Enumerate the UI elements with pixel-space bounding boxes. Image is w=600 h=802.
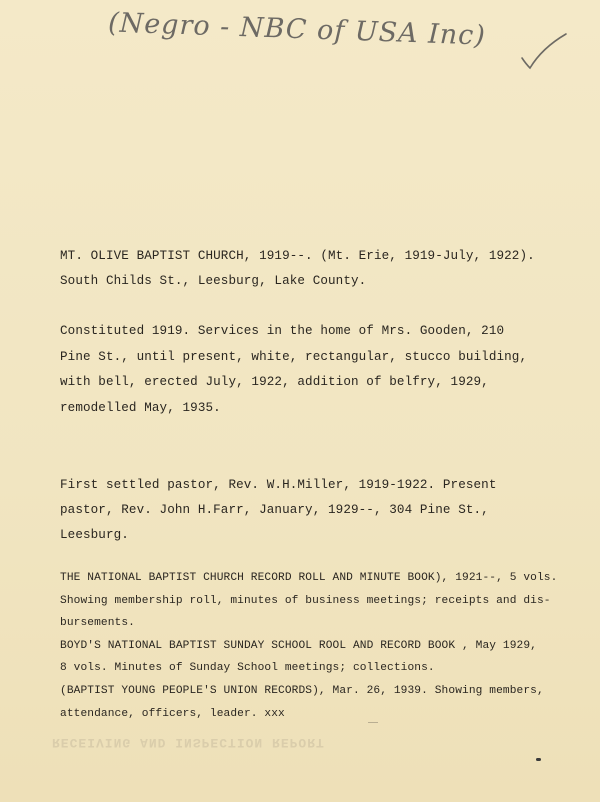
records-line: (BAPTIST YOUNG PEOPLE'S UNION RECORDS), Mar. 26, 1939. Showing members, — [60, 684, 544, 697]
ink-dot — [536, 758, 541, 761]
pastors-line: pastor, Rev. John H.Farr, January, 1929--, 304 Pine St., — [60, 503, 489, 517]
records-line: 8 vols. Minutes of Sunday School meetings; collections. — [60, 662, 435, 675]
history-line: remodelled May, 1935. — [60, 400, 221, 415]
heading-line: South Childs St., Leesburg, Lake County. — [60, 274, 367, 288]
history-line: with bell, erected July, 1922, addition of belfry, 1929, — [60, 375, 489, 389]
entry-heading — [60, 244, 535, 294]
records-line: attendance, officers, leader. xxx — [60, 707, 285, 720]
history-line: Constituted 1919. Services in the home of Mrs. Gooden, 210 — [60, 324, 505, 338]
entry-records — [60, 567, 557, 725]
entry-history — [60, 319, 527, 421]
heading-line: MT. OLIVE BAPTIST CHURCH, 1919--. (Mt. Erie, 1919-July, 1922). — [60, 249, 535, 263]
pastors-line: First settled pastor, Rev. W.H.Miller, 1919-1922. Present — [60, 478, 497, 492]
entry-pastors — [60, 473, 496, 548]
records-line: bursements. — [60, 617, 135, 630]
history-line: Pine St., until present, white, rectangular, stucco building, — [60, 349, 528, 364]
bleedthrough-footer: RECEIVING AND INSPECTION REPORT — [52, 735, 325, 750]
handwritten-note: (Negro - NBC of USA Inc) — [107, 7, 487, 52]
checkmark-icon — [520, 30, 570, 70]
records-line: THE NATIONAL BAPTIST CHURCH RECORD ROLL AND MINUTE BOOK), 1921--, 5 vols. — [60, 572, 558, 584]
pastors-line: Leesburg. — [60, 528, 129, 542]
pencil-mark — [368, 722, 378, 723]
records-line: BOYD'S NATIONAL BAPTIST SUNDAY SCHOOL ROOL AND RECORD BOOK , May 1929, — [60, 639, 537, 652]
records-line: Showing membership roll, minutes of business meetings; receipts and dis- — [60, 594, 551, 607]
